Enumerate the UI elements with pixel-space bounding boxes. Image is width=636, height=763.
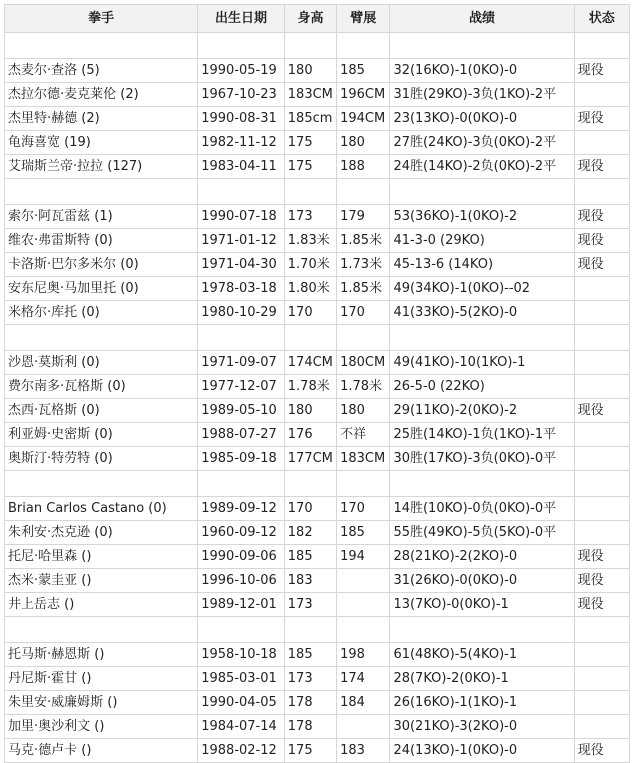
empty-cell[interactable] (5, 179, 198, 205)
empty-cell[interactable] (337, 471, 390, 497)
header-row (5, 5, 630, 33)
table-row (5, 667, 630, 691)
record-cell[interactable]: 49(41KO)-10(1KO)-1 (390, 351, 574, 375)
boxer-name-cell[interactable]: 托尼·哈里森 () (5, 545, 198, 569)
reach-cell[interactable]: 180CM (337, 351, 390, 375)
reach-cell[interactable]: 179 (337, 205, 390, 229)
reach-cell[interactable] (337, 569, 390, 593)
table-row (5, 739, 630, 763)
status-cell[interactable] (574, 667, 629, 691)
header-status[interactable]: 状态 (574, 5, 629, 33)
height-cell[interactable]: 183CM (284, 83, 336, 107)
empty-cell[interactable] (390, 471, 574, 497)
status-cell[interactable] (574, 301, 629, 325)
empty-cell[interactable] (574, 617, 629, 643)
birth-date-cell[interactable]: 1967-10-23 (198, 83, 285, 107)
boxer-name-cell[interactable]: 沙恩·莫斯利 (0) (5, 351, 198, 375)
height-cell[interactable]: 180 (284, 59, 336, 83)
empty-cell[interactable] (5, 617, 198, 643)
empty-cell[interactable] (337, 617, 390, 643)
boxer-table-sheet (4, 4, 630, 763)
status-cell[interactable] (574, 351, 629, 375)
birth-date-cell[interactable]: 1958-10-18 (198, 643, 285, 667)
height-cell[interactable]: 178 (284, 691, 336, 715)
record-cell[interactable]: 31胜(29KO)-3负(1KO)-2平 (390, 83, 574, 107)
boxer-name-cell[interactable]: 杰西·瓦格斯 (0) (5, 399, 198, 423)
boxer-table (4, 4, 630, 763)
record-cell[interactable]: 24胜(14KO)-2负(0KO)-2平 (390, 155, 574, 179)
birth-date-cell[interactable]: 1990-08-31 (198, 107, 285, 131)
status-cell[interactable]: 现役 (574, 545, 629, 569)
boxer-name-cell[interactable]: 杰米·蒙圭亚 () (5, 569, 198, 593)
status-cell[interactable] (574, 715, 629, 739)
status-cell[interactable] (574, 643, 629, 667)
header-height[interactable]: 身高 (284, 5, 336, 33)
reach-cell[interactable]: 180 (337, 399, 390, 423)
reach-cell[interactable]: 183CM (337, 447, 390, 471)
boxer-name-cell[interactable]: 丹尼斯·霍甘 () (5, 667, 198, 691)
empty-cell[interactable] (284, 179, 336, 205)
boxer-name-cell[interactable]: 朱里安·威廉姆斯 () (5, 691, 198, 715)
empty-cell[interactable] (5, 33, 198, 59)
status-cell[interactable] (574, 691, 629, 715)
height-cell[interactable]: 1.70米 (284, 253, 336, 277)
height-cell[interactable]: 173 (284, 593, 336, 617)
empty-cell[interactable] (390, 33, 574, 59)
boxer-name-cell[interactable]: 龟海喜宽 (19) (5, 131, 198, 155)
empty-cell[interactable] (337, 33, 390, 59)
table-row (5, 375, 630, 399)
table-row (5, 277, 630, 301)
status-cell[interactable]: 现役 (574, 569, 629, 593)
empty-cell[interactable] (5, 325, 198, 351)
status-cell[interactable]: 现役 (574, 107, 629, 131)
height-cell[interactable]: 173 (284, 205, 336, 229)
birth-date-cell[interactable]: 1985-09-18 (198, 447, 285, 471)
record-cell[interactable]: 23(13KO)-0(0KO)-0 (390, 107, 574, 131)
reach-cell[interactable]: 184 (337, 691, 390, 715)
birth-date-cell[interactable]: 1990-09-06 (198, 545, 285, 569)
height-cell[interactable]: 176 (284, 423, 336, 447)
birth-date-cell[interactable]: 1989-05-10 (198, 399, 285, 423)
empty-cell[interactable] (574, 325, 629, 351)
status-cell[interactable] (574, 497, 629, 521)
birth-date-cell[interactable]: 1977-12-07 (198, 375, 285, 399)
reach-cell[interactable]: 185 (337, 59, 390, 83)
reach-cell[interactable]: 198 (337, 643, 390, 667)
record-cell[interactable]: 41-3-0 (29KO) (390, 229, 574, 253)
status-cell[interactable]: 现役 (574, 229, 629, 253)
boxer-name-cell[interactable]: 维农·弗雷斯特 (0) (5, 229, 198, 253)
status-cell[interactable]: 现役 (574, 593, 629, 617)
status-cell[interactable] (574, 521, 629, 545)
empty-cell[interactable] (390, 325, 574, 351)
header-reach[interactable]: 臂展 (337, 5, 390, 33)
header-record[interactable]: 战绩 (390, 5, 574, 33)
boxer-name-cell[interactable]: 托马斯·赫恩斯 () (5, 643, 198, 667)
empty-cell[interactable] (337, 179, 390, 205)
table-row (5, 643, 630, 667)
empty-cell[interactable] (5, 471, 198, 497)
reach-cell[interactable]: 196CM (337, 83, 390, 107)
table-row (5, 131, 630, 155)
birth-date-cell[interactable]: 1978-03-18 (198, 277, 285, 301)
reach-cell[interactable]: 1.78米 (337, 375, 390, 399)
status-cell[interactable]: 现役 (574, 739, 629, 763)
table-row (5, 301, 630, 325)
table-row (5, 253, 630, 277)
reach-cell[interactable]: 183 (337, 739, 390, 763)
boxer-name-cell[interactable]: 卡洛斯·巴尔多米尔 (0) (5, 253, 198, 277)
height-cell[interactable]: 185 (284, 545, 336, 569)
empty-cell[interactable] (284, 617, 336, 643)
table-row (5, 155, 630, 179)
boxer-name-cell[interactable]: 艾瑞斯兰帝·拉拉 (127) (5, 155, 198, 179)
height-cell[interactable]: 177CM (284, 447, 336, 471)
group-spacer-row (5, 179, 630, 205)
birth-date-cell[interactable]: 1971-01-12 (198, 229, 285, 253)
record-cell[interactable]: 30胜(17KO)-3负(0KO)-0平 (390, 447, 574, 471)
height-cell[interactable]: 1.83米 (284, 229, 336, 253)
table-row (5, 447, 630, 471)
birth-date-cell[interactable]: 1989-12-01 (198, 593, 285, 617)
group-spacer-row (5, 471, 630, 497)
height-cell[interactable]: 1.80米 (284, 277, 336, 301)
height-cell[interactable]: 178 (284, 715, 336, 739)
status-cell[interactable] (574, 131, 629, 155)
record-cell[interactable]: 53(36KO)-1(0KO)-2 (390, 205, 574, 229)
record-cell[interactable]: 25胜(14KO)-1负(1KO)-1平 (390, 423, 574, 447)
boxer-name-cell[interactable]: 安东尼奥·马加里托 (0) (5, 277, 198, 301)
boxer-name-cell[interactable]: 杰麦尔·查洛 (5) (5, 59, 198, 83)
birth-date-cell[interactable]: 1990-05-19 (198, 59, 285, 83)
height-cell[interactable]: 185 (284, 643, 336, 667)
status-cell[interactable] (574, 447, 629, 471)
height-cell[interactable]: 170 (284, 497, 336, 521)
record-cell[interactable]: 49(34KO)-1(0KO)--02 (390, 277, 574, 301)
reach-cell[interactable] (337, 715, 390, 739)
table-row (5, 351, 630, 375)
record-cell[interactable]: 24(13KO)-1(0KO)-0 (390, 739, 574, 763)
header-name[interactable]: 拳手 (5, 5, 198, 33)
header-birth-date[interactable]: 出生日期 (198, 5, 285, 33)
table-row (5, 83, 630, 107)
birth-date-cell[interactable]: 1990-07-18 (198, 205, 285, 229)
record-cell[interactable]: 27胜(24KO)-3负(0KO)-2平 (390, 131, 574, 155)
status-cell[interactable]: 现役 (574, 59, 629, 83)
reach-cell[interactable]: 1.85米 (337, 277, 390, 301)
empty-cell[interactable] (390, 617, 574, 643)
record-cell[interactable]: 31(26KO)-0(0KO)-0 (390, 569, 574, 593)
record-cell[interactable]: 41(33KO)-5(2KO)-0 (390, 301, 574, 325)
record-cell[interactable]: 26-5-0 (22KO) (390, 375, 574, 399)
record-cell[interactable]: 28(21KO)-2(2KO)-0 (390, 545, 574, 569)
birth-date-cell[interactable]: 1988-07-27 (198, 423, 285, 447)
birth-date-cell[interactable]: 1988-02-12 (198, 739, 285, 763)
empty-cell[interactable] (390, 179, 574, 205)
reach-cell[interactable]: 174 (337, 667, 390, 691)
empty-cell[interactable] (198, 179, 285, 205)
boxer-name-cell[interactable]: 奥斯汀·特劳特 (0) (5, 447, 198, 471)
boxer-name-cell[interactable]: 朱利安·杰克逊 (0) (5, 521, 198, 545)
height-cell[interactable]: 182 (284, 521, 336, 545)
group-spacer-row (5, 617, 630, 643)
status-cell[interactable] (574, 277, 629, 301)
empty-cell[interactable] (198, 325, 285, 351)
empty-cell[interactable] (574, 179, 629, 205)
reach-cell[interactable]: 180 (337, 131, 390, 155)
birth-date-cell[interactable]: 1960-09-12 (198, 521, 285, 545)
table-row (5, 59, 630, 83)
boxer-name-cell[interactable]: 费尔南多·瓦格斯 (0) (5, 375, 198, 399)
boxer-name-cell[interactable]: 井上岳志 () (5, 593, 198, 617)
boxer-name-cell[interactable]: 杰里特·赫德 (2) (5, 107, 198, 131)
empty-cell[interactable] (284, 33, 336, 59)
record-cell[interactable]: 30(21KO)-3(2KO)-0 (390, 715, 574, 739)
boxer-name-cell[interactable]: 米格尔·库托 (0) (5, 301, 198, 325)
record-cell[interactable]: 32(16KO)-1(0KO)-0 (390, 59, 574, 83)
status-cell[interactable] (574, 375, 629, 399)
empty-cell[interactable] (574, 471, 629, 497)
table-row (5, 691, 630, 715)
birth-date-cell[interactable]: 1971-09-07 (198, 351, 285, 375)
height-cell[interactable]: 180 (284, 399, 336, 423)
birth-date-cell[interactable]: 1990-04-05 (198, 691, 285, 715)
reach-cell[interactable]: 170 (337, 301, 390, 325)
table-row (5, 229, 630, 253)
birth-date-cell[interactable]: 1984-07-14 (198, 715, 285, 739)
table-row (5, 423, 630, 447)
birth-date-cell[interactable]: 1980-10-29 (198, 301, 285, 325)
group-spacer-row (5, 325, 630, 351)
status-cell[interactable]: 现役 (574, 399, 629, 423)
reach-cell[interactable] (337, 593, 390, 617)
table-body (5, 33, 630, 763)
status-cell[interactable] (574, 83, 629, 107)
height-cell[interactable]: 174CM (284, 351, 336, 375)
birth-date-cell[interactable]: 1989-09-12 (198, 497, 285, 521)
reach-cell[interactable]: 170 (337, 497, 390, 521)
reach-cell[interactable]: 194CM (337, 107, 390, 131)
reach-cell[interactable]: 188 (337, 155, 390, 179)
status-cell[interactable] (574, 423, 629, 447)
empty-cell[interactable] (198, 471, 285, 497)
height-cell[interactable]: 170 (284, 301, 336, 325)
height-cell[interactable]: 175 (284, 739, 336, 763)
height-cell[interactable]: 185cm (284, 107, 336, 131)
boxer-name-cell[interactable]: 杰拉尔德·麦克莱伦 (2) (5, 83, 198, 107)
status-cell[interactable]: 现役 (574, 253, 629, 277)
reach-cell[interactable]: 1.73米 (337, 253, 390, 277)
height-cell[interactable]: 173 (284, 667, 336, 691)
table-row (5, 107, 630, 131)
empty-cell[interactable] (198, 33, 285, 59)
height-cell[interactable]: 1.78米 (284, 375, 336, 399)
table-row (5, 545, 630, 569)
table-row (5, 399, 630, 423)
table-row (5, 521, 630, 545)
record-cell[interactable]: 14胜(10KO)-0负(0KO)-0平 (390, 497, 574, 521)
birth-date-cell[interactable]: 1996-10-06 (198, 569, 285, 593)
record-cell[interactable]: 29(11KO)-2(0KO)-2 (390, 399, 574, 423)
birth-date-cell[interactable]: 1971-04-30 (198, 253, 285, 277)
table-row (5, 205, 630, 229)
record-cell[interactable]: 55胜(49KO)-5负(5KO)-0平 (390, 521, 574, 545)
empty-cell[interactable] (198, 617, 285, 643)
boxer-name-cell[interactable]: 索尔·阿瓦雷兹 (1) (5, 205, 198, 229)
record-cell[interactable]: 61(48KO)-5(4KO)-1 (390, 643, 574, 667)
empty-cell[interactable] (284, 471, 336, 497)
status-cell[interactable]: 现役 (574, 205, 629, 229)
empty-cell[interactable] (574, 33, 629, 59)
table-row (5, 497, 630, 521)
reach-cell[interactable]: 1.85米 (337, 229, 390, 253)
birth-date-cell[interactable]: 1983-04-11 (198, 155, 285, 179)
reach-cell[interactable]: 185 (337, 521, 390, 545)
record-cell[interactable]: 26(16KO)-1(1KO)-1 (390, 691, 574, 715)
record-cell[interactable]: 13(7KO)-0(0KO)-1 (390, 593, 574, 617)
table-row (5, 593, 630, 617)
boxer-name-cell[interactable]: 利亚姆·史密斯 (0) (5, 423, 198, 447)
boxer-name-cell[interactable]: 加里·奥沙利文 () (5, 715, 198, 739)
table-row (5, 715, 630, 739)
status-cell[interactable]: 现役 (574, 155, 629, 179)
birth-date-cell[interactable]: 1985-03-01 (198, 667, 285, 691)
height-cell[interactable]: 175 (284, 131, 336, 155)
height-cell[interactable]: 175 (284, 155, 336, 179)
boxer-name-cell[interactable]: 马克·德卢卡 () (5, 739, 198, 763)
reach-cell[interactable]: 不祥 (337, 423, 390, 447)
table-row (5, 569, 630, 593)
birth-date-cell[interactable]: 1982-11-12 (198, 131, 285, 155)
empty-cell[interactable] (284, 325, 336, 351)
boxer-name-cell[interactable]: Brian Carlos Castano (0) (5, 497, 198, 521)
group-spacer-row (5, 33, 630, 59)
record-cell[interactable]: 45-13-6 (14KO) (390, 253, 574, 277)
record-cell[interactable]: 28(7KO)-2(0KO)-1 (390, 667, 574, 691)
height-cell[interactable]: 183 (284, 569, 336, 593)
reach-cell[interactable]: 194 (337, 545, 390, 569)
empty-cell[interactable] (337, 325, 390, 351)
